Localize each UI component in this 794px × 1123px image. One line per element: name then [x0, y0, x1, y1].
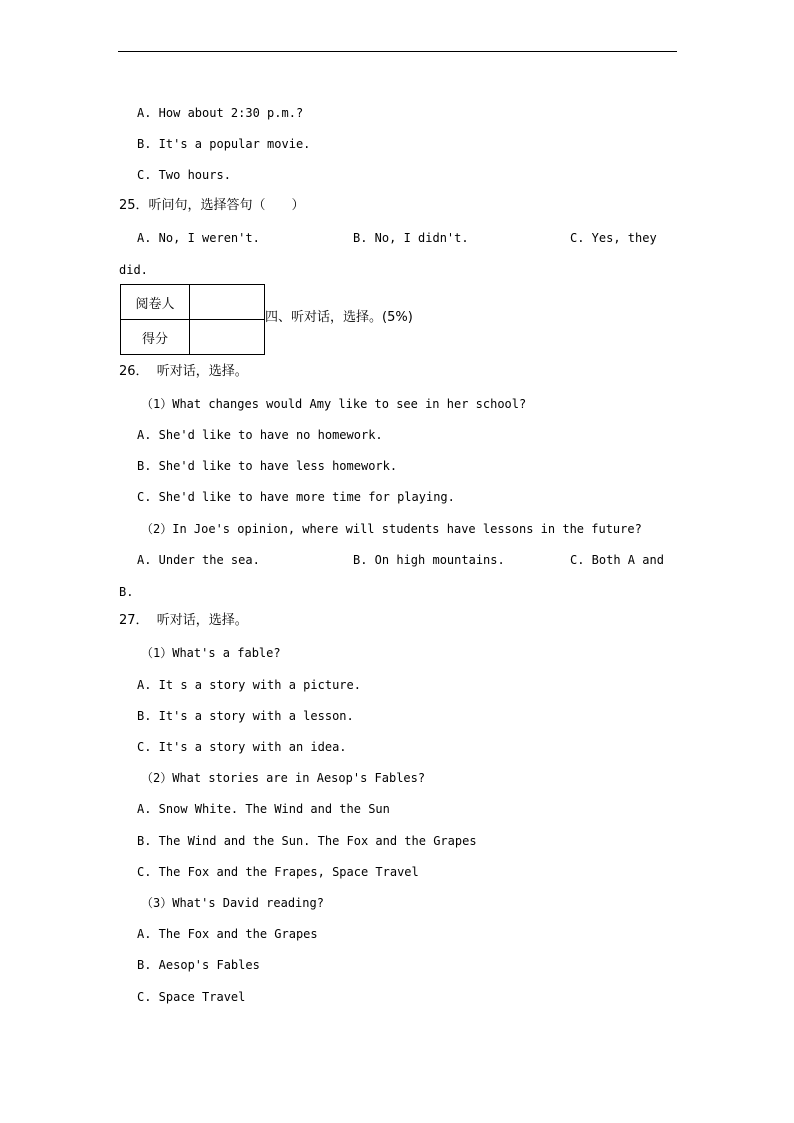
q27-sub1-option-b: B. It's a story with a lesson.: [137, 709, 354, 723]
q26-sub2-option-b: B. On high mountains.: [353, 553, 505, 567]
q26-sub1-question: （1）What changes would Amy like to see in her school?: [141, 397, 527, 411]
q25-stem: 25．听问句，选择答句（ ）: [119, 198, 305, 213]
q27-sub2-option-a: A. Snow White. The Wind and the Sun: [137, 802, 390, 816]
q27-sub1-option-c: C. It's a story with an idea.: [137, 740, 347, 754]
q26-stem: 26． 听对话，选择。: [119, 364, 248, 379]
q26-sub2-option-a: A. Under the sea.: [137, 553, 260, 567]
q27-stem: 27． 听对话，选择。: [119, 613, 248, 628]
q25-option-c: C. Yes, they: [570, 231, 657, 245]
q27-sub3-option-c: C. Space Travel: [137, 990, 246, 1004]
q27-sub3-question: （3）What's David reading?: [141, 896, 324, 910]
q24-option-c: C. Two hours.: [137, 168, 231, 182]
score-label: 得分: [121, 320, 190, 355]
q25-option-b: B. No, I didn't.: [353, 231, 469, 245]
score-table: [120, 284, 265, 355]
q27-sub1-option-a: A. It s a story with a picture.: [137, 678, 361, 692]
grader-label: 阅卷人: [121, 285, 190, 320]
section-heading: 四、听对话，选择。(5%): [265, 310, 413, 325]
score-cell: [190, 320, 265, 355]
grader-cell: [190, 285, 265, 320]
q27-sub3-option-a: A. The Fox and the Grapes: [137, 927, 318, 941]
q26-sub2-option-c: C. Both A and: [570, 553, 664, 567]
q24-option-b: B. It's a popular movie.: [137, 137, 311, 151]
q27-sub1-question: （1）What's a fable?: [141, 646, 281, 660]
q26-sub2-option-c-continued: B.: [119, 585, 134, 599]
q27-sub3-option-b: B. Aesop's Fables: [137, 958, 260, 972]
q26-sub1-option-c: C. She'd like to have more time for playing.: [137, 490, 455, 504]
q24-option-a: A. How about 2:30 p.m.?: [137, 106, 304, 120]
q26-sub1-option-b: B. She'd like to have less homework.: [137, 459, 398, 473]
q25-option-a: A. No, I weren't.: [137, 231, 260, 245]
q26-sub2-question: （2）In Joe's opinion, where will students have lessons in the future?: [141, 522, 642, 536]
q27-sub2-question: （2）What stories are in Aesop's Fables?: [141, 771, 426, 785]
q25-option-c-continued: did.: [119, 263, 148, 277]
q26-sub1-option-a: A. She'd like to have no homework.: [137, 428, 383, 442]
q27-sub2-option-c: C. The Fox and the Frapes, Space Travel: [137, 865, 419, 879]
q27-sub2-option-b: B. The Wind and the Sun. The Fox and the Grapes: [137, 834, 477, 848]
header-rule: [118, 51, 677, 52]
